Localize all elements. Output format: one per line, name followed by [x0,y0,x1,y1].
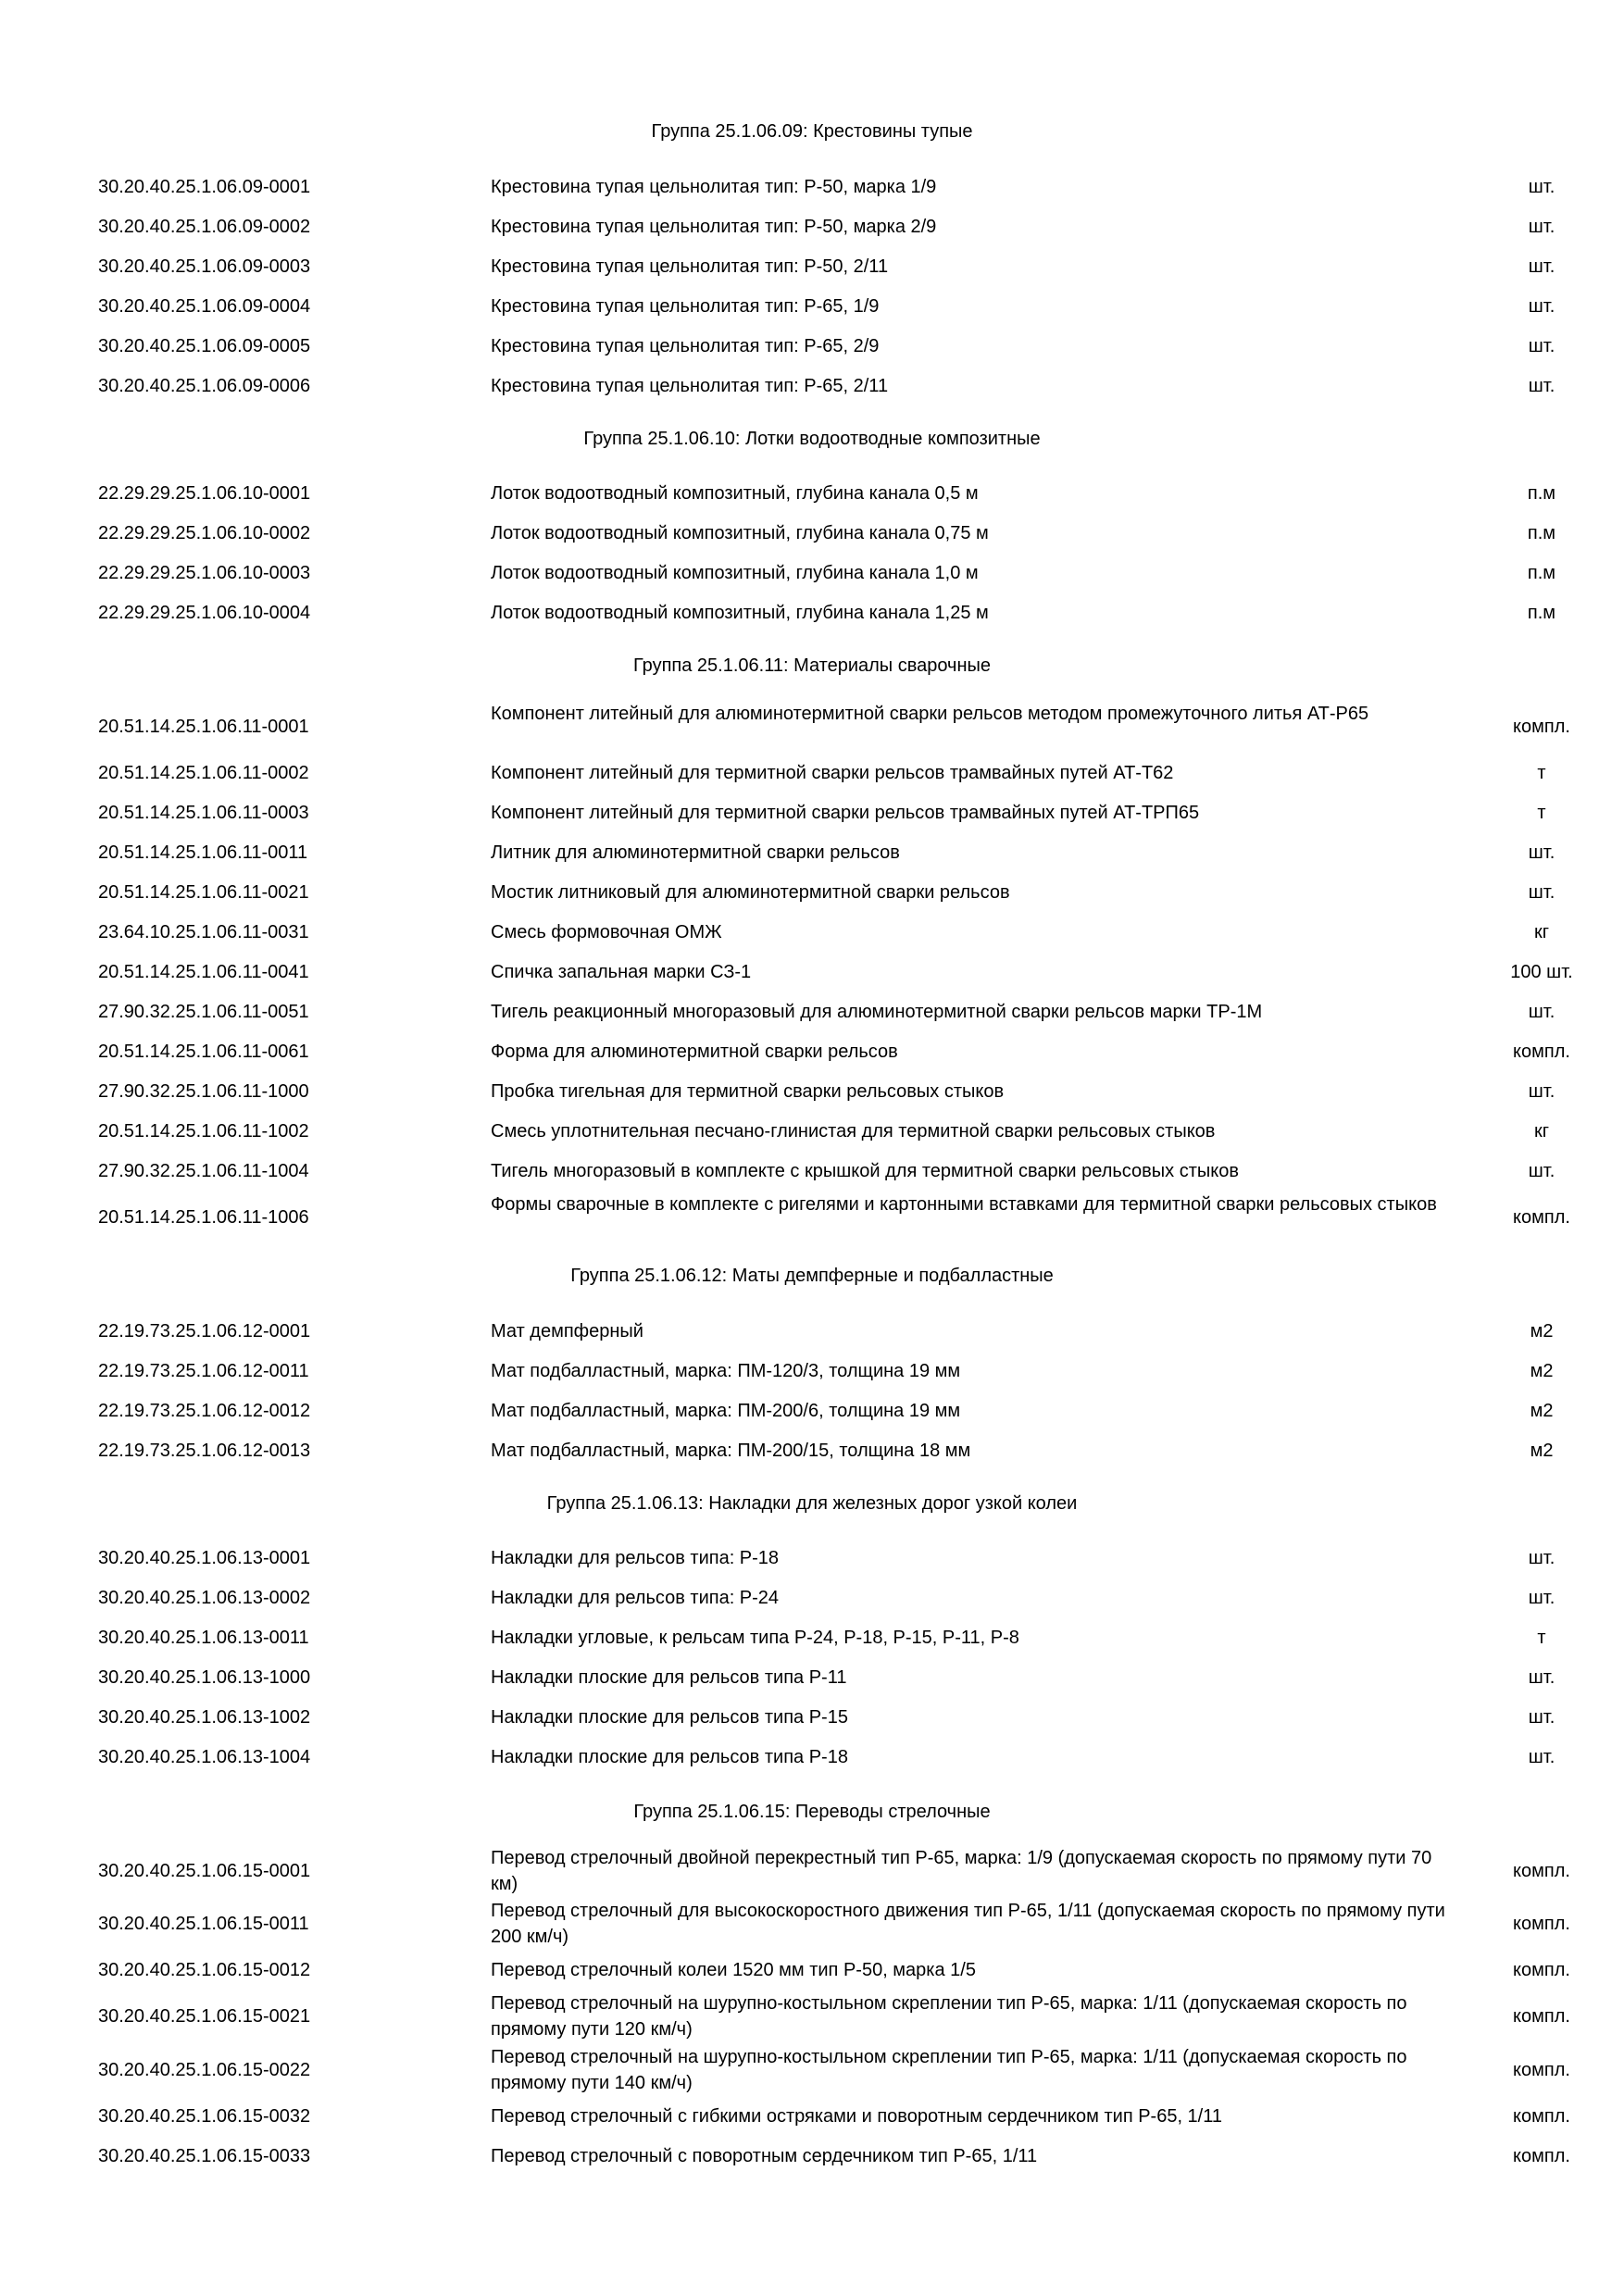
item-description: Крестовина тупая цельнолитая тип: Р-65, 1/9 [491,296,880,317]
item-description: Мостик литниковый для алюминотермитной сварки рельсов [491,882,1010,903]
item-unit: т [1537,1628,1546,1648]
item-description: Мат демпферный [491,1321,643,1341]
item-description: Лоток водоотводный композитный, глубина канала 1,25 м [491,603,989,623]
item-code: 22.19.73.25.1.06.12-0011 [98,1361,309,1381]
item-code: 30.20.40.25.1.06.15-0021 [98,2006,311,2027]
item-code: 20.51.14.25.1.06.11-0003 [98,803,309,823]
item-unit: шт. [1528,376,1555,396]
item-code: 30.20.40.25.1.06.09-0006 [98,376,311,396]
item-description: Смесь формовочная ОМЖ [491,922,722,942]
item-code: 22.19.73.25.1.06.12-0001 [98,1321,311,1341]
item-unit: шт. [1528,1002,1555,1022]
item-code: 30.20.40.25.1.06.09-0001 [98,177,311,197]
item-description: Смесь уплотнительная песчано-глинистая для термитной сварки рельсовых стыков [491,1121,1216,1142]
item-description: Компонент литейный для алюминотермитной сварки рельсов методом промежуточного литья АТ-Р65 [491,704,1369,724]
item-description: Формы сварочные в комплекте с ригелями и картонными вставками для термитной сварки рельсовых стыков [491,1194,1437,1215]
item-code: 20.51.14.25.1.06.11-0061 [98,1042,309,1062]
item-code: 30.20.40.25.1.06.13-1002 [98,1707,311,1728]
item-unit: шт. [1528,336,1555,356]
item-code: 27.90.32.25.1.06.11-1004 [98,1161,309,1181]
item-code: 30.20.40.25.1.06.15-0012 [98,1960,311,1980]
item-description: Компонент литейный для термитной сварки рельсов трамвайных путей АТ-ТРП65 [491,803,1200,823]
item-unit: т [1537,763,1546,783]
item-unit: компл. [1513,2006,1570,2027]
item-code: 22.19.73.25.1.06.12-0012 [98,1401,311,1421]
item-unit: шт. [1528,217,1555,237]
item-description: Перевод стрелочный колеи 1520 мм тип Р-50, марка 1/5 [491,1960,976,1980]
item-unit: 100 шт. [1510,962,1573,982]
item-unit: т [1537,803,1546,823]
item-code: 30.20.40.25.1.06.15-0001 [98,1861,311,1881]
item-code: 30.20.40.25.1.06.13-0001 [98,1548,311,1568]
item-description: Пробка тигельная для термитной сварки рельсовых стыков [491,1081,1005,1102]
item-unit: м2 [1530,1361,1554,1381]
item-description: Накладки плоские для рельсов типа Р-11 [491,1667,847,1688]
item-unit: шт. [1528,1747,1555,1767]
item-code: 30.20.40.25.1.06.09-0002 [98,217,311,237]
item-code: 22.29.29.25.1.06.10-0001 [98,483,311,504]
item-unit: кг [1533,1121,1550,1142]
item-unit: шт. [1528,256,1555,277]
item-description: Тигель многоразовый в комплекте с крышкой для термитной сварки рельсовых стыков [491,1161,1239,1181]
item-description: Перевод стрелочный на шурупно-костыльном скреплении тип Р-65, марка: 1/11 (допускаемая скорость по прямому пути 140 км/ч) [491,2047,1407,2093]
group-title: Группа 25.1.06.09: Крестовины тупые [651,121,973,142]
item-description: Перевод стрелочный двойной перекрестный тип Р-65, марка: 1/9 (допускаемая скорость по прямому пути 70 км) [491,1848,1432,1894]
item-description: Тигель реакционный многоразовый для алюминотермитной сварки рельсов марки ТР-1М [491,1002,1263,1022]
item-code: 30.20.40.25.1.06.09-0004 [98,296,311,317]
item-code: 30.20.40.25.1.06.09-0003 [98,256,311,277]
group-title: Группа 25.1.06.10: Лотки водоотводные композитные [583,429,1041,449]
item-description: Крестовина тупая цельнолитая тип: Р-50, марка 2/9 [491,217,937,237]
item-code: 30.20.40.25.1.06.13-0011 [98,1628,309,1648]
item-code: 30.20.40.25.1.06.13-1000 [98,1667,311,1688]
group-title: Группа 25.1.06.15: Переводы стрелочные [633,1802,991,1822]
item-unit: шт. [1528,1161,1555,1181]
item-code: 20.51.14.25.1.06.11-1006 [98,1207,309,1228]
item-code: 20.51.14.25.1.06.11-0021 [98,882,309,903]
item-code: 30.20.40.25.1.06.15-0032 [98,2106,311,2127]
item-unit: шт. [1528,1081,1555,1102]
item-unit: компл. [1513,1914,1570,1934]
item-description: Лоток водоотводный композитный, глубина канала 0,75 м [491,523,989,543]
item-code: 22.29.29.25.1.06.10-0004 [98,603,311,623]
item-code: 20.51.14.25.1.06.11-0011 [98,842,308,863]
item-description: Накладки плоские для рельсов типа Р-18 [491,1747,848,1767]
item-code: 30.20.40.25.1.06.15-0022 [98,2060,311,2080]
item-unit: компл. [1513,1207,1570,1228]
item-description: Компонент литейный для термитной сварки рельсов трамвайных путей АТ-Т62 [491,763,1174,783]
item-description: Перевод стрелочный с поворотным сердечником тип Р-65, 1/11 [491,2146,1038,2166]
item-description: Крестовина тупая цельнолитая тип: Р-65, 2/11 [491,376,889,396]
item-unit: п.м [1527,603,1556,623]
item-unit: компл. [1513,1960,1570,1980]
item-description: Литник для алюминотермитной сварки рельсов [491,842,900,863]
item-unit: компл. [1513,2060,1570,2080]
item-unit: компл. [1513,1861,1570,1881]
item-unit: м2 [1530,1401,1554,1421]
item-description: Крестовина тупая цельнолитая тип: Р-50, 2/11 [491,256,889,277]
item-description: Крестовина тупая цельнолитая тип: Р-50, марка 1/9 [491,177,937,197]
item-code: 30.20.40.25.1.06.09-0005 [98,336,311,356]
item-description: Форма для алюминотермитной сварки рельсов [491,1042,898,1062]
item-code: 20.51.14.25.1.06.11-0041 [98,962,309,982]
item-unit: шт. [1528,842,1555,863]
item-code: 20.51.14.25.1.06.11-0001 [98,717,309,737]
item-unit: кг [1533,922,1550,942]
item-description: Лоток водоотводный композитный, глубина канала 1,0 м [491,563,979,583]
item-unit: компл. [1513,1042,1570,1062]
group-title: Группа 25.1.06.12: Маты демпферные и подбалластные [570,1266,1054,1286]
item-code: 22.29.29.25.1.06.10-0003 [98,563,311,583]
item-unit: м2 [1530,1441,1554,1461]
item-description: Перевод стрелочный с гибкими остряками и поворотным сердечником тип Р-65, 1/11 [491,2106,1222,2127]
item-code: 22.29.29.25.1.06.10-0002 [98,523,311,543]
item-description: Мат подбалластный, марка: ПМ-200/15, толщина 18 мм [491,1441,971,1461]
item-code: 30.20.40.25.1.06.15-0033 [98,2146,311,2166]
item-code: 30.20.40.25.1.06.13-1004 [98,1747,311,1767]
item-unit: компл. [1513,2146,1570,2166]
item-code: 30.20.40.25.1.06.13-0002 [98,1588,311,1608]
group-title: Группа 25.1.06.11: Материалы сварочные [632,655,992,676]
item-unit: м2 [1530,1321,1554,1341]
item-description: Спичка запальная марки СЗ-1 [491,962,752,982]
item-code: 22.19.73.25.1.06.12-0013 [98,1441,311,1461]
item-code: 30.20.40.25.1.06.15-0011 [98,1914,309,1934]
item-description: Накладки угловые, к рельсам типа Р-24, Р-18, Р-15, Р-11, Р-8 [491,1628,1019,1648]
item-unit: шт. [1528,1707,1555,1728]
item-unit: шт. [1528,1667,1555,1688]
item-unit: п.м [1527,563,1556,583]
item-description: Накладки плоские для рельсов типа Р-15 [491,1707,848,1728]
item-unit: шт. [1528,1548,1555,1568]
item-description: Накладки для рельсов типа: Р-18 [491,1548,780,1568]
item-code: 23.64.10.25.1.06.11-0031 [98,922,309,942]
item-code: 20.51.14.25.1.06.11-1002 [98,1121,309,1142]
item-unit: п.м [1527,523,1556,543]
item-description: Мат подбалластный, марка: ПМ-120/3, толщина 19 мм [491,1361,961,1381]
item-code: 20.51.14.25.1.06.11-0002 [98,763,309,783]
item-description: Накладки для рельсов типа: Р-24 [491,1588,780,1608]
item-description: Перевод стрелочный для высокоскоростного движения тип Р-65, 1/11 (допускаемая скорость по прямому пути 200 км/ч) [491,1901,1445,1947]
group-title: Группа 25.1.06.13: Накладки для железных дорог узкой колеи [546,1493,1078,1514]
item-description: Лоток водоотводный композитный, глубина канала 0,5 м [491,483,979,504]
item-code: 27.90.32.25.1.06.11-1000 [98,1081,309,1102]
item-description: Перевод стрелочный на шурупно-костыльном скреплении тип Р-65, марка: 1/11 (допускаемая скорость по прямому пути 120 км/ч) [491,1993,1407,2040]
item-code: 27.90.32.25.1.06.11-0051 [98,1002,309,1022]
item-unit: шт. [1528,1588,1555,1608]
item-description: Крестовина тупая цельнолитая тип: Р-65, 2/9 [491,336,880,356]
item-unit: шт. [1528,296,1555,317]
item-unit: компл. [1513,717,1570,737]
item-unit: шт. [1528,177,1555,197]
item-description: Мат подбалластный, марка: ПМ-200/6, толщина 19 мм [491,1401,961,1421]
item-unit: п.м [1527,483,1556,504]
item-unit: компл. [1513,2106,1570,2127]
item-unit: шт. [1528,882,1555,903]
